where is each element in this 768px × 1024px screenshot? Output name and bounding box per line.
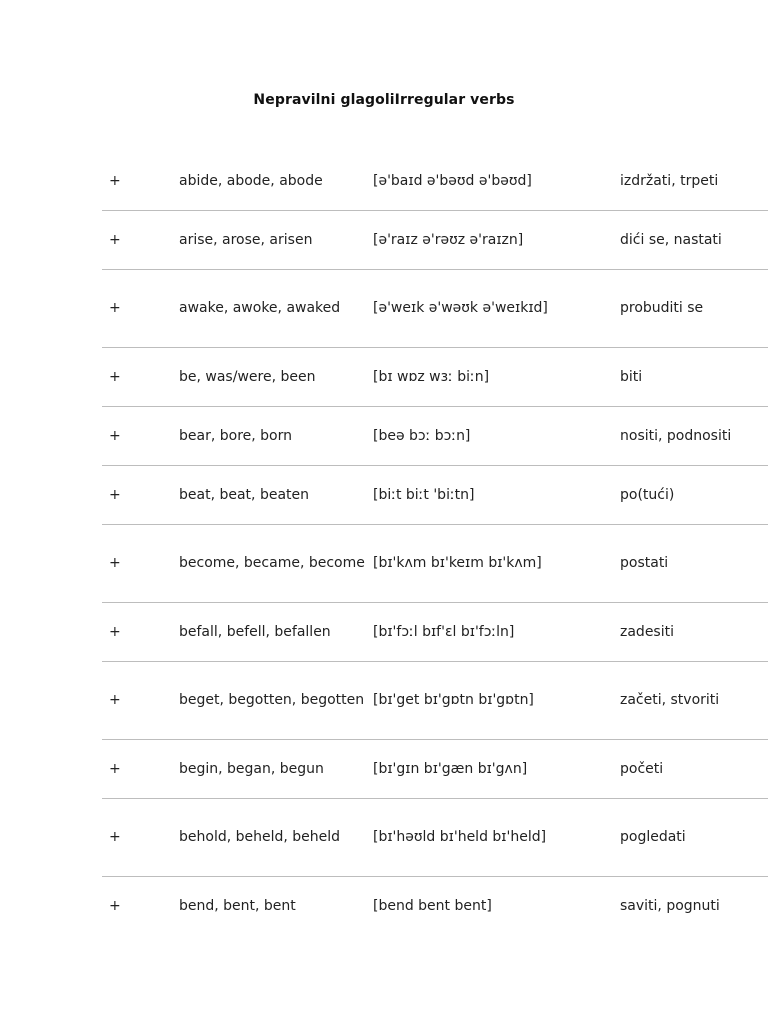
pronunciation: [bɪ'kʌm bɪ'keɪm bɪ'kʌm] [373, 555, 542, 571]
verb-forms: bear, bore, born [179, 427, 292, 444]
table-row [102, 407, 768, 466]
pronunciation: [ə'raɪz ə'rəʊz ə'raɪzn] [373, 231, 524, 248]
row-marker: + [109, 760, 121, 777]
table-row [102, 152, 768, 211]
table-row [102, 348, 768, 407]
pronunciation: [bɪ'həʊld bɪ'held bɪ'held] [373, 829, 547, 845]
table-row [102, 270, 768, 348]
pronunciation: [bɪ'get bɪ'gɒtn bɪ'gɒtn] [373, 692, 534, 708]
translation: biti [620, 368, 643, 385]
verb-forms: beat, beat, beaten [179, 486, 309, 503]
row-marker: + [109, 231, 121, 248]
verb-forms: behold, beheld, beheld [179, 829, 341, 845]
table-row [102, 211, 768, 270]
pronunciation: [bend bent bent] [373, 897, 492, 914]
table-row [102, 525, 768, 603]
row-marker: + [109, 692, 121, 708]
pronunciation: [beə bɔː bɔːn] [373, 427, 471, 444]
row-marker: + [109, 623, 121, 640]
table-row [102, 799, 768, 877]
translation: dići se, nastati [620, 231, 722, 248]
verb-forms: befall, befell, befallen [179, 623, 331, 640]
verb-table [102, 152, 768, 935]
translation: po(tući) [620, 486, 675, 503]
translation: začeti, stvoriti [620, 692, 720, 708]
translation: izdržati, trpeti [620, 172, 719, 189]
table-row [102, 466, 768, 525]
verb-forms: arise, arose, arisen [179, 231, 313, 248]
pronunciation: [bɪ'gɪn bɪ'gæn bɪ'gʌn] [373, 760, 528, 777]
pronunciation: [ə'weɪk ə'wəʊk ə'weɪkɪd] [373, 300, 548, 316]
verb-forms: become, became, become [179, 555, 365, 571]
pronunciation: [bɪ'fɔːl bɪf'ɛl bɪ'fɔːln] [373, 623, 515, 640]
row-marker: + [109, 897, 121, 914]
row-marker: + [109, 368, 121, 385]
verb-forms: awake, awoke, awaked [179, 300, 341, 316]
verb-forms: begin, began, begun [179, 760, 324, 777]
row-marker: + [109, 555, 121, 571]
pronunciation: [ə'baɪd ə'bəʊd ə'bəʊd] [373, 172, 532, 189]
translation: pogledati [620, 829, 686, 845]
translation: saviti, pognuti [620, 897, 720, 914]
row-marker: + [109, 829, 121, 845]
row-marker: + [109, 172, 121, 189]
row-marker: + [109, 486, 121, 503]
pronunciation: [biːt biːt 'biːtn] [373, 486, 475, 503]
verb-forms: beget, begotten, begotten [179, 692, 365, 708]
translation: zadesiti [620, 623, 674, 640]
verb-forms: be, was/were, been [179, 368, 316, 385]
translation: probuditi se [620, 300, 704, 316]
translation: početi [620, 760, 664, 777]
row-marker: + [109, 427, 121, 444]
row-marker: + [109, 300, 121, 316]
table-row [102, 603, 768, 662]
table-row [102, 662, 768, 740]
pronunciation: [bɪ wɒz wɜː biːn] [373, 368, 490, 385]
translation: postati [620, 555, 669, 571]
page-title: Nepravilni glagoliIrregular verbs [253, 92, 515, 108]
verb-forms: abide, abode, abode [179, 172, 323, 189]
verb-forms: bend, bent, bent [179, 897, 296, 914]
table-row [102, 740, 768, 799]
translation: nositi, podnositi [620, 427, 732, 444]
table-row [102, 877, 768, 935]
